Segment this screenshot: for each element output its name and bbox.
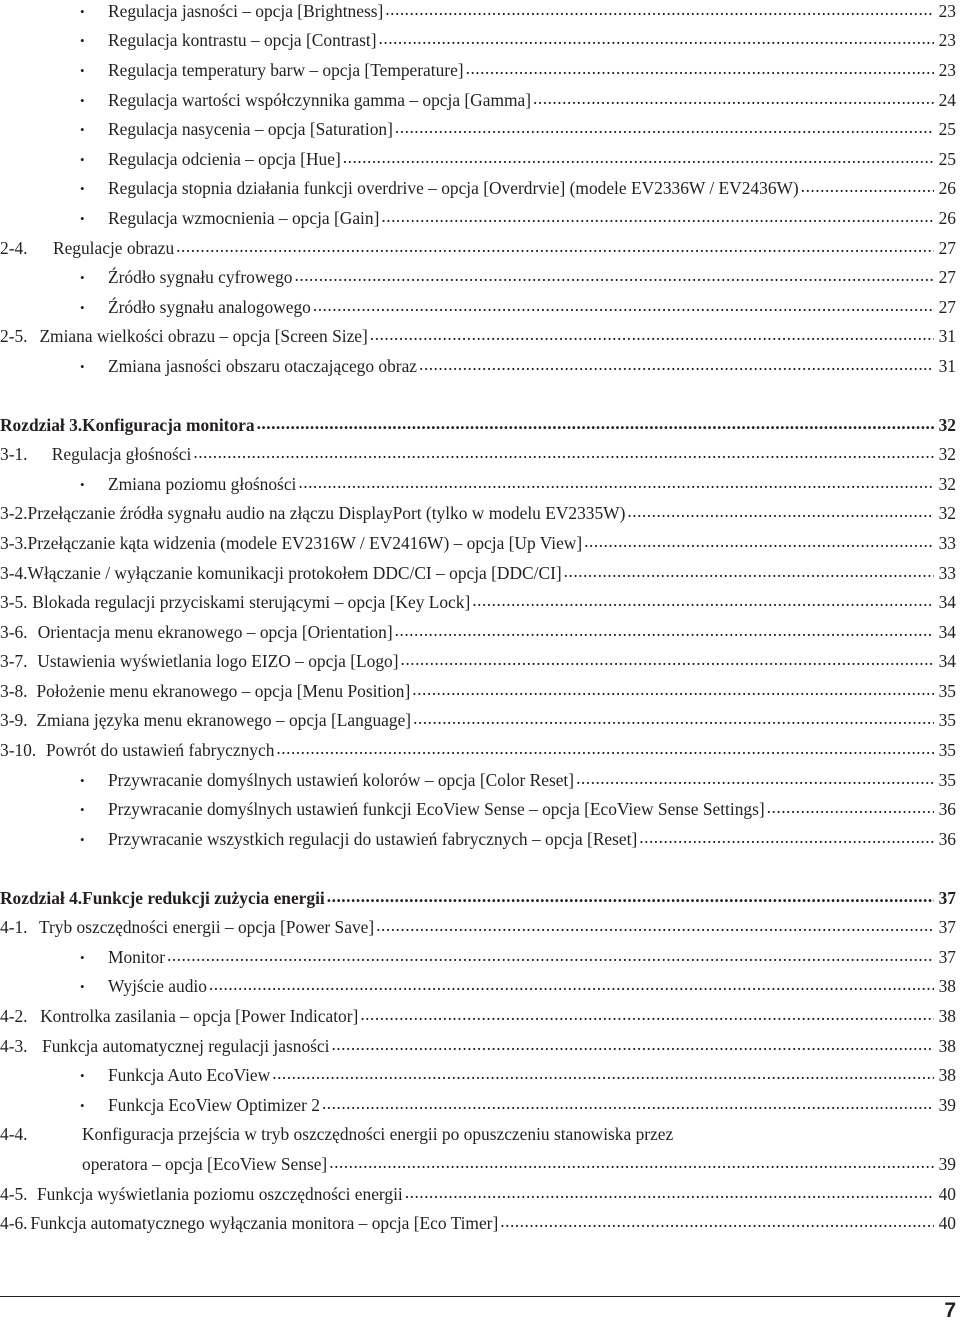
toc-entry[interactable] <box>82 145 956 175</box>
toc-entry-title: Regulacja wartości współczynnika gamma – opcja [Gamma] <box>108 90 532 110</box>
toc-entry-number: 3-6. <box>0 622 28 642</box>
toc-entry-page: 36 <box>938 829 956 849</box>
bullet-icon: • <box>80 181 85 196</box>
bullet-icon: • <box>80 122 85 137</box>
toc-entry[interactable] <box>82 86 956 116</box>
toc-entry[interactable] <box>82 470 956 500</box>
toc-entry-title: Tryb oszczędności energii – opcja [Power Save] <box>38 917 375 937</box>
toc-entry-page: 26 <box>938 178 956 198</box>
toc-entry-number: 4-4. <box>0 1124 28 1144</box>
bullet-icon: • <box>80 93 85 108</box>
toc-entry-page: 40 <box>938 1184 956 1204</box>
toc-entry[interactable] <box>82 1091 956 1121</box>
toc-entry-title: Blokada regulacji przyciskami sterującymi – opcja [Key Lock] <box>32 592 471 612</box>
dot-leader <box>500 1207 934 1237</box>
bullet-icon: • <box>80 979 85 994</box>
toc-entry-page: 39 <box>938 1154 956 1174</box>
toc-entry[interactable] <box>0 1002 956 1032</box>
toc-entry-title: Regulacja stopnia działania funkcji overdrive – opcja [Overdrvie] (modele EV2336W / EV2436W) <box>108 178 799 198</box>
toc-entry-number: 4-5. <box>0 1184 28 1204</box>
toc-entry-page: 34 <box>938 622 956 642</box>
toc-entry-page: 38 <box>938 1036 956 1056</box>
toc-entry[interactable] <box>82 825 956 855</box>
toc-entry-title: Położenie menu ekranowego – opcja [Menu Position] <box>36 681 411 701</box>
dot-leader <box>466 54 934 84</box>
dot-leader <box>193 438 934 468</box>
toc-entry-page: 34 <box>938 592 956 612</box>
bullet-icon: • <box>80 832 85 847</box>
toc-entry-title: operatora – opcja [EcoView Sense] <box>82 1154 328 1174</box>
toc-entry-number: 3-5. <box>0 592 28 612</box>
toc-entry[interactable] <box>0 913 956 943</box>
toc-entry-title: Konfiguracja monitora <box>82 415 255 435</box>
toc-entry-title: Funkcja automatycznego wyłączania monitora – opcja [Eco Timer] <box>30 1213 499 1233</box>
toc-entry[interactable] <box>82 204 956 234</box>
toc-entry-title: Regulacja wzmocnienia – opcja [Gain] <box>108 208 380 228</box>
dot-leader <box>360 1000 934 1030</box>
toc-entry[interactable] <box>0 618 956 648</box>
bullet-icon: • <box>80 1068 85 1083</box>
toc-entry-number: 3-4. <box>0 563 28 583</box>
toc-entry-page: 35 <box>938 770 956 790</box>
toc-entry-page: 40 <box>938 1213 956 1233</box>
toc-entry-title: Funkcja Auto EcoView <box>108 1065 271 1085</box>
toc-entry[interactable] <box>0 677 956 707</box>
dot-leader <box>639 823 934 853</box>
toc-entry-title: Regulacje obrazu <box>52 238 175 258</box>
toc-entry[interactable] <box>0 559 956 589</box>
toc-entry[interactable] <box>82 766 956 796</box>
dot-leader <box>584 527 934 557</box>
toc-entry[interactable] <box>82 293 956 323</box>
toc-entry-number: 4-6. <box>0 1213 28 1233</box>
toc-entry-number: Rozdział 4. <box>0 888 83 908</box>
toc-entry-title: Monitor <box>108 947 166 967</box>
toc-entry-page: 23 <box>938 60 956 80</box>
dot-leader <box>533 84 934 114</box>
toc-entry-page: 36 <box>938 799 956 819</box>
toc-entry-title: Zmiana jasności obszaru otaczającego obraz <box>108 356 418 376</box>
toc-entry-title: Przywracanie wszystkich regulacji do ustawień fabrycznych – opcja [Reset] <box>108 829 638 849</box>
bullet-icon: • <box>80 4 85 19</box>
toc-entry-title: Regulacja głośności <box>51 444 192 464</box>
dot-leader <box>329 1148 934 1178</box>
toc-entry-page: 31 <box>938 356 956 376</box>
toc-entry[interactable] <box>0 411 956 441</box>
toc-entry[interactable] <box>82 795 956 825</box>
toc-entry[interactable] <box>0 1032 956 1062</box>
toc-entry-page: 38 <box>938 1065 956 1085</box>
toc-entry-number: 2-4. <box>0 238 28 258</box>
toc-entry-page: 25 <box>938 119 956 139</box>
toc-entry-page: 27 <box>938 297 956 317</box>
toc-entry-title: Regulacja jasności – opcja [Brightness] <box>108 1 384 21</box>
page-number: 7 <box>944 1299 956 1322</box>
toc-entry[interactable] <box>82 1150 956 1180</box>
toc-entry-title: Konfiguracja przejścia w tryb oszczędności energii po opuszczeniu stanowiska przez <box>82 1124 674 1144</box>
toc-entry-title: Wyjście audio <box>108 976 207 996</box>
dot-leader <box>395 113 934 143</box>
toc-entry-title: Orientacja menu ekranowego – opcja [Orientation] <box>37 622 393 642</box>
toc-entry[interactable] <box>0 884 956 914</box>
toc-entry[interactable] <box>0 1120 956 1150</box>
dot-leader <box>395 616 934 646</box>
toc-entry-number: 4-1. <box>0 917 28 937</box>
dot-leader <box>412 675 934 705</box>
toc-entry-title: Funkcja wyświetlania poziomu oszczędności energii <box>37 1184 403 1204</box>
dot-leader <box>564 557 934 587</box>
toc-entry-page: 23 <box>938 1 956 21</box>
toc-entry[interactable] <box>0 499 956 529</box>
dot-leader <box>376 911 934 941</box>
dot-leader <box>343 143 934 173</box>
dot-leader <box>472 586 934 616</box>
bullet-icon: • <box>80 63 85 78</box>
toc-entry-page: 39 <box>938 1095 956 1115</box>
toc-entry[interactable] <box>0 234 956 264</box>
toc-entry-number: 3-10. <box>0 740 37 760</box>
toc-entry-page: 32 <box>938 415 956 435</box>
toc-entry-page: 35 <box>938 710 956 730</box>
dot-leader <box>176 232 934 262</box>
toc-entry-title: Zmiana poziomu głośności <box>108 474 297 494</box>
dot-leader <box>576 764 934 794</box>
toc-entry-page: 25 <box>938 149 956 169</box>
bullet-icon: • <box>80 300 85 315</box>
bullet-icon: • <box>80 477 85 492</box>
toc-entry-title: Regulacja nasycenia – opcja [Saturation] <box>108 119 393 139</box>
toc-entry-page: 34 <box>938 651 956 671</box>
toc-entry-title: Funkcje redukcji zużycia energii <box>82 888 325 908</box>
bullet-icon: • <box>80 152 85 167</box>
toc-entry-number: 4-2. <box>0 1006 28 1026</box>
toc-entry-title: Zmiana wielkości obrazu – opcja [Screen Size] <box>39 326 368 346</box>
toc-entry-title: Przełączanie źródła sygnału audio na złączu DisplayPort (tylko w modelu EV2335W) <box>27 503 626 523</box>
dot-leader <box>370 320 934 350</box>
toc-entry-page: 26 <box>938 208 956 228</box>
toc-entry-page: 32 <box>938 474 956 494</box>
toc-entry[interactable] <box>82 943 956 973</box>
dot-leader <box>767 793 934 823</box>
toc-entry-page: 35 <box>938 681 956 701</box>
dot-leader <box>801 172 934 202</box>
dot-leader <box>322 1089 934 1119</box>
bullet-icon: • <box>80 211 85 226</box>
toc-entry[interactable] <box>0 1209 956 1239</box>
toc-entry[interactable] <box>0 588 956 618</box>
toc-entry-page: 23 <box>938 30 956 50</box>
toc-entry-page: 37 <box>938 947 956 967</box>
dot-leader <box>295 261 935 291</box>
toc-entry-number: 3-2. <box>0 503 28 523</box>
bullet-icon: • <box>80 1098 85 1113</box>
toc-entry-title: Funkcja EcoView Optimizer 2 <box>108 1095 320 1115</box>
toc-entry-page: 27 <box>938 238 956 258</box>
toc-entry-page: 24 <box>938 90 956 110</box>
dot-leader <box>272 1059 934 1089</box>
toc-entry[interactable] <box>0 647 956 677</box>
toc-entry-title: Przywracanie domyślnych ustawień kolorów – opcja [Color Reset] <box>108 770 575 790</box>
toc-entry[interactable] <box>0 440 956 470</box>
dot-leader <box>413 704 934 734</box>
bullet-icon: • <box>80 359 85 374</box>
bullet-icon: • <box>80 270 85 285</box>
dot-leader <box>327 882 934 912</box>
toc-entry-number: 2-5. <box>0 326 28 346</box>
toc-entry-page: 38 <box>938 976 956 996</box>
dot-leader <box>276 734 934 764</box>
toc-entry-page: 37 <box>938 917 956 937</box>
toc-entry-page: 37 <box>938 888 956 908</box>
toc-entry-title: Przełączanie kąta widzenia (modele EV2316W / EV2416W) – opcja [Up View] <box>27 533 583 553</box>
toc-entry-title: Włączanie / wyłączanie komunikacji protokołem DDC/CI – opcja [DDC/CI] <box>27 563 562 583</box>
toc-entry-number: 4-3. <box>0 1036 28 1056</box>
dot-leader <box>401 645 934 675</box>
toc-entry-title: Źródło sygnału cyfrowego <box>108 267 293 287</box>
toc-entry[interactable] <box>82 972 956 1002</box>
footer-divider <box>0 1296 960 1297</box>
dot-leader <box>379 24 934 54</box>
bullet-icon: • <box>80 950 85 965</box>
dot-leader <box>313 291 934 321</box>
toc-entry[interactable] <box>82 174 956 204</box>
dot-leader <box>405 1178 934 1208</box>
toc-entry-number: 3-3. <box>0 533 28 553</box>
toc-entry-title: Regulacja temperatury barw – opcja [Temperature] <box>108 60 464 80</box>
dot-leader <box>298 468 934 498</box>
toc-entry-number: 3-1. <box>0 444 28 464</box>
toc-entry[interactable] <box>82 352 956 382</box>
toc-entry[interactable] <box>82 263 956 293</box>
toc-entry[interactable] <box>82 1061 956 1091</box>
dot-leader <box>257 409 934 439</box>
toc-entry-number: 3-7. <box>0 651 28 671</box>
toc-entry-title: Przywracanie domyślnych ustawień funkcji EcoView Sense – opcja [EcoView Sense Settings] <box>108 799 765 819</box>
toc-entry[interactable] <box>82 0 956 27</box>
toc-entry[interactable] <box>0 529 956 559</box>
toc-entry-title: Kontrolka zasilania – opcja [Power Indicator] <box>40 1006 359 1026</box>
toc-entry-page: 31 <box>938 326 956 346</box>
dot-leader <box>627 497 934 527</box>
dot-leader <box>331 1030 934 1060</box>
toc-entry-title: Zmiana języka menu ekranowego – opcja [Language] <box>36 710 412 730</box>
toc-entry-page: 33 <box>938 533 956 553</box>
toc-entry-title: Powrót do ustawień fabrycznych <box>45 740 275 760</box>
toc-entry-title: Regulacja kontrastu – opcja [Contrast] <box>108 30 377 50</box>
toc-entry-title: Regulacja odcienia – opcja [Hue] <box>108 149 341 169</box>
dot-leader <box>419 350 934 380</box>
toc-entry[interactable] <box>0 322 956 352</box>
toc-entry[interactable] <box>0 706 956 736</box>
toc-entry-title: Ustawienia wyświetlania logo EIZO – opcja [Logo] <box>37 651 399 671</box>
dot-leader <box>381 202 934 232</box>
dot-leader <box>385 0 934 25</box>
toc-entry-number: 3-9. <box>0 710 28 730</box>
bullet-icon: • <box>80 773 85 788</box>
toc-entry-number: Rozdział 3. <box>0 415 83 435</box>
toc-entry[interactable] <box>82 26 956 56</box>
bullet-icon: • <box>80 802 85 817</box>
toc-entry-page: 33 <box>938 563 956 583</box>
toc-entry-title: Źródło sygnału analogowego <box>108 297 311 317</box>
toc-entry-page: 32 <box>938 503 956 523</box>
bullet-icon: • <box>80 33 85 48</box>
toc-entry[interactable] <box>0 736 956 766</box>
dot-leader <box>167 941 934 971</box>
toc-entry-page: 32 <box>938 444 956 464</box>
toc-entry[interactable] <box>82 56 956 86</box>
toc-entry-title: Funkcja automatycznej regulacji jasności <box>42 1036 330 1056</box>
toc-entry-number: 3-8. <box>0 681 28 701</box>
dot-leader <box>209 970 934 1000</box>
toc-entry-page: 38 <box>938 1006 956 1026</box>
toc-entry[interactable] <box>0 1180 956 1210</box>
toc-entry-page: 27 <box>938 267 956 287</box>
toc-entry[interactable] <box>82 115 956 145</box>
toc-entry-page: 35 <box>938 740 956 760</box>
